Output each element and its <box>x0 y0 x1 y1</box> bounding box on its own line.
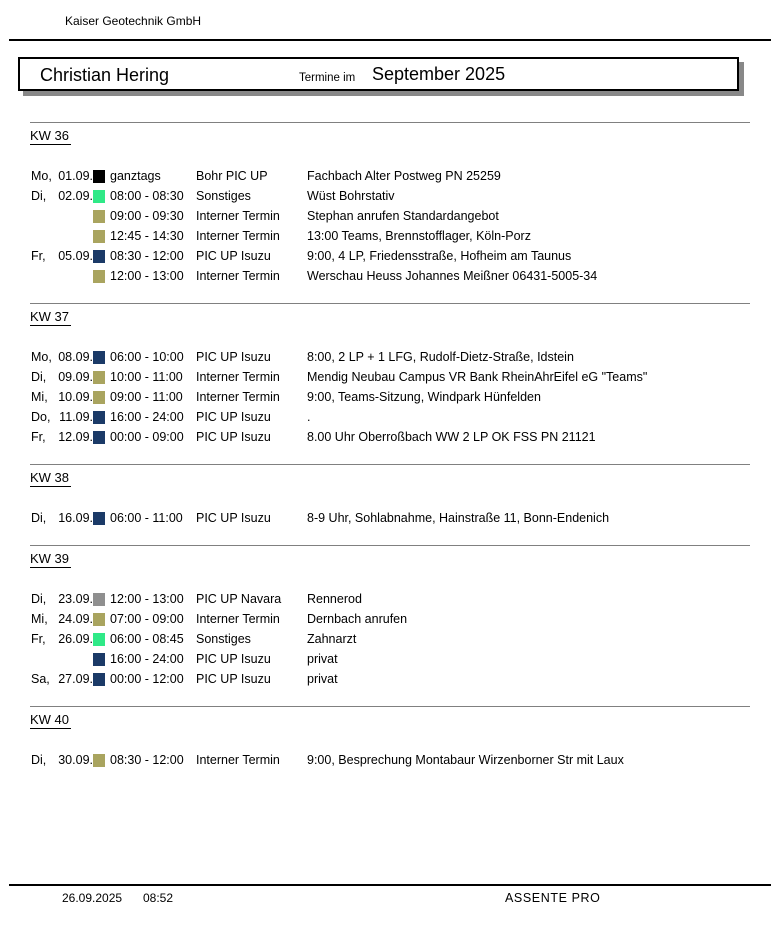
day-date-cell <box>31 589 93 609</box>
week-section <box>0 545 780 689</box>
week-section <box>0 122 780 286</box>
day-abbrev: Di, <box>31 511 47 525</box>
week-label-row <box>30 469 780 485</box>
day-date-cell <box>31 669 93 689</box>
category-color-swatch <box>93 190 105 203</box>
day-date-cell <box>31 347 93 367</box>
appointment-row <box>31 246 760 266</box>
appointment-type: Interner Termin <box>196 612 280 626</box>
appointment-description: Werschau Heuss Johannes Meißner 06431-5005-34 <box>307 269 598 283</box>
appointment-description: Stephan anrufen Standardangebot <box>307 209 499 223</box>
date: 16.09. <box>58 511 93 525</box>
day-abbrev: Mo, <box>31 169 52 183</box>
day-date-cell <box>31 166 93 186</box>
date: 30.09. <box>58 753 93 767</box>
category-color-swatch <box>93 673 105 686</box>
appointment-row <box>31 508 760 528</box>
title-month: September 2025 <box>372 64 506 84</box>
time-range: 16:00 - 24:00 <box>110 652 184 666</box>
category-swatch-cell <box>93 230 110 243</box>
category-swatch-cell <box>93 170 110 183</box>
appointment-row <box>31 629 760 649</box>
section-divider <box>30 706 750 707</box>
appointment-type: Interner Termin <box>196 390 280 404</box>
day-date-cell <box>31 407 93 427</box>
week-label: KW 38 <box>30 470 70 485</box>
appointment-row <box>31 387 760 407</box>
appointment-description: 8.00 Uhr Oberroßbach WW 2 LP OK FSS PN 21121 <box>307 430 596 444</box>
week-label: KW 40 <box>30 712 70 727</box>
appointment-row <box>31 589 760 609</box>
category-swatch-cell <box>93 270 110 283</box>
appointment-description: privat <box>307 672 338 686</box>
category-color-swatch <box>93 431 105 444</box>
appointment-type: Interner Termin <box>196 209 280 223</box>
appointment-row <box>31 407 760 427</box>
appointment-type: Sonstiges <box>196 189 251 203</box>
appointment-type: PIC UP Isuzu <box>196 430 271 444</box>
day-abbrev: Do, <box>31 410 51 424</box>
category-swatch-cell <box>93 250 110 263</box>
day-date-cell <box>31 367 93 387</box>
day-abbrev: Di, <box>31 592 47 606</box>
category-swatch-cell <box>93 431 110 444</box>
title-box <box>18 57 739 91</box>
week-label-row <box>30 550 780 566</box>
date: 05.09. <box>58 249 93 263</box>
date: 10.09. <box>58 390 93 404</box>
app-name: ASSENTE PRO <box>505 891 601 905</box>
footer-rule <box>9 884 771 886</box>
week-section <box>0 303 780 447</box>
day-abbrev: Fr, <box>31 249 46 263</box>
time-range: 12:00 - 13:00 <box>110 592 184 606</box>
appointment-rows <box>0 508 780 528</box>
header-rule <box>9 39 771 41</box>
week-label: KW 39 <box>30 551 70 566</box>
appointment-type: PIC UP Isuzu <box>196 511 271 525</box>
time-range: 06:00 - 08:45 <box>110 632 184 646</box>
appointment-row <box>31 266 760 286</box>
day-abbrev: Mo, <box>31 350 52 364</box>
time-range: 07:00 - 09:00 <box>110 612 184 626</box>
category-swatch-cell <box>93 190 110 203</box>
category-color-swatch <box>93 371 105 384</box>
day-date-cell <box>31 750 93 770</box>
category-swatch-cell <box>93 391 110 404</box>
week-label-row <box>30 308 780 324</box>
appointment-type: PIC UP Isuzu <box>196 652 271 666</box>
category-color-swatch <box>93 170 105 183</box>
category-color-swatch <box>93 250 105 263</box>
date: 02.09. <box>58 189 93 203</box>
appointment-type: PIC UP Isuzu <box>196 350 271 364</box>
category-swatch-cell <box>93 351 110 364</box>
date: 08.09. <box>58 350 93 364</box>
date: 12.09. <box>58 430 93 444</box>
appointment-rows <box>0 750 780 770</box>
category-color-swatch <box>93 512 105 525</box>
day-abbrev: Di, <box>31 753 47 767</box>
appointment-row <box>31 206 760 226</box>
appointment-type: Interner Termin <box>196 753 280 767</box>
appointment-description: Fachbach Alter Postweg PN 25259 <box>307 169 501 183</box>
appointment-description: . <box>307 410 311 424</box>
time-range: ganztags <box>110 169 161 183</box>
day-abbrev: Fr, <box>31 430 46 444</box>
appointment-description: 8:00, 2 LP + 1 LFG, Rudolf-Dietz-Straße, Idstein <box>307 350 574 364</box>
appointment-type: PIC UP Navara <box>196 592 282 606</box>
week-label-row <box>30 711 780 727</box>
section-divider <box>30 545 750 546</box>
time-range: 06:00 - 10:00 <box>110 350 184 364</box>
time-range: 09:00 - 09:30 <box>110 209 184 223</box>
time-range: 10:00 - 11:00 <box>110 370 183 384</box>
appointment-type: Interner Termin <box>196 370 280 384</box>
date: 24.09. <box>58 612 93 626</box>
category-swatch-cell <box>93 371 110 384</box>
date: 01.09. <box>58 169 93 183</box>
time-range: 00:00 - 09:00 <box>110 430 184 444</box>
appointment-type: PIC UP Isuzu <box>196 410 271 424</box>
category-color-swatch <box>93 351 105 364</box>
week-section <box>0 464 780 528</box>
appointment-type: PIC UP Isuzu <box>196 672 271 686</box>
time-range: 08:00 - 08:30 <box>110 189 184 203</box>
category-swatch-cell <box>93 210 110 223</box>
appointment-row <box>31 226 760 246</box>
category-swatch-cell <box>93 754 110 767</box>
appointment-row <box>31 609 760 629</box>
appointment-row <box>31 649 760 669</box>
day-abbrev: Fr, <box>31 632 46 646</box>
day-abbrev: Mi, <box>31 390 48 404</box>
time-range: 06:00 - 11:00 <box>110 511 183 525</box>
category-swatch-cell <box>93 613 110 626</box>
appointment-rows <box>0 589 780 689</box>
category-swatch-cell <box>93 411 110 424</box>
time-range: 12:45 - 14:30 <box>110 229 184 243</box>
time-range: 09:00 - 11:00 <box>110 390 183 404</box>
week-label: KW 36 <box>30 128 70 143</box>
appointment-description: Wüst Bohrstativ <box>307 189 395 203</box>
category-color-swatch <box>93 210 105 223</box>
day-date-cell <box>31 508 93 528</box>
day-date-cell <box>31 387 93 407</box>
category-swatch-cell <box>93 593 110 606</box>
week-section <box>0 706 780 770</box>
appointment-row <box>31 347 760 367</box>
category-color-swatch <box>93 230 105 243</box>
date: 26.09. <box>58 632 93 646</box>
appointment-description: 13:00 Teams, Brennstofflager, Köln-Porz <box>307 229 531 243</box>
appointment-description: privat <box>307 652 338 666</box>
category-color-swatch <box>93 391 105 404</box>
appointment-description: Mendig Neubau Campus VR Bank RheinAhrEifel eG "Teams" <box>307 370 648 384</box>
day-date-cell <box>31 186 93 206</box>
category-color-swatch <box>93 411 105 424</box>
print-date: 26.09.2025 <box>62 891 123 905</box>
category-color-swatch <box>93 270 105 283</box>
day-abbrev: Di, <box>31 189 47 203</box>
appointment-description: Dernbach anrufen <box>307 612 408 626</box>
category-swatch-cell <box>93 512 110 525</box>
date: 23.09. <box>58 592 93 606</box>
appointment-type: Bohr PIC UP <box>196 169 268 183</box>
appointment-row <box>31 669 760 689</box>
date: 09.09. <box>58 370 93 384</box>
appointment-description: 9:00, Besprechung Montabaur Wirzenborner Str mit Laux <box>307 753 624 767</box>
appointment-description: 9:00, Teams-Sitzung, Windpark Hünfelden <box>307 390 541 404</box>
week-label: KW 37 <box>30 309 70 324</box>
week-sections <box>0 122 780 787</box>
time-range: 12:00 - 13:00 <box>110 269 184 283</box>
date: 27.09. <box>58 672 93 686</box>
category-color-swatch <box>93 653 105 666</box>
day-date-cell <box>31 609 93 629</box>
appointment-row <box>31 186 760 206</box>
appointment-rows <box>0 347 780 447</box>
category-color-swatch <box>93 613 105 626</box>
category-swatch-cell <box>93 673 110 686</box>
date: 11.09. <box>59 410 93 424</box>
section-divider <box>30 464 750 465</box>
company-name: Kaiser Geotechnik GmbH <box>65 14 202 28</box>
day-date-cell <box>31 427 93 447</box>
appointment-description: 8-9 Uhr, Sohlabnahme, Hainstraße 11, Bonn-Endenich <box>307 511 610 525</box>
category-color-swatch <box>93 633 105 646</box>
category-color-swatch <box>93 593 105 606</box>
day-abbrev: Sa, <box>31 672 50 686</box>
day-date-cell <box>31 629 93 649</box>
day-abbrev: Mi, <box>31 612 48 626</box>
day-abbrev: Di, <box>31 370 47 384</box>
appointment-type: Sonstiges <box>196 632 251 646</box>
title-prefix: Termine im <box>299 72 356 84</box>
appointment-description: Rennerod <box>307 592 362 606</box>
time-range: 08:30 - 12:00 <box>110 249 184 263</box>
appointment-row <box>31 427 760 447</box>
appointment-rows <box>0 166 780 286</box>
print-time: 08:52 <box>143 891 174 905</box>
appointment-type: Interner Termin <box>196 269 280 283</box>
person-name: Christian Hering <box>40 65 170 85</box>
category-swatch-cell <box>93 653 110 666</box>
category-swatch-cell <box>93 633 110 646</box>
appointment-row <box>31 367 760 387</box>
appointment-row <box>31 166 760 186</box>
section-divider <box>30 303 750 304</box>
category-color-swatch <box>93 754 105 767</box>
section-divider <box>30 122 750 123</box>
appointment-description: Zahnarzt <box>307 632 357 646</box>
appointment-description: 9:00, 4 LP, Friedensstraße, Hofheim am Taunus <box>307 249 572 263</box>
week-label-row <box>30 127 780 143</box>
appointment-type: PIC UP Isuzu <box>196 249 271 263</box>
time-range: 00:00 - 12:00 <box>110 672 184 686</box>
appointment-type: Interner Termin <box>196 229 280 243</box>
appointment-row <box>31 750 760 770</box>
day-date-cell <box>31 246 93 266</box>
time-range: 08:30 - 12:00 <box>110 753 184 767</box>
time-range: 16:00 - 24:00 <box>110 410 184 424</box>
